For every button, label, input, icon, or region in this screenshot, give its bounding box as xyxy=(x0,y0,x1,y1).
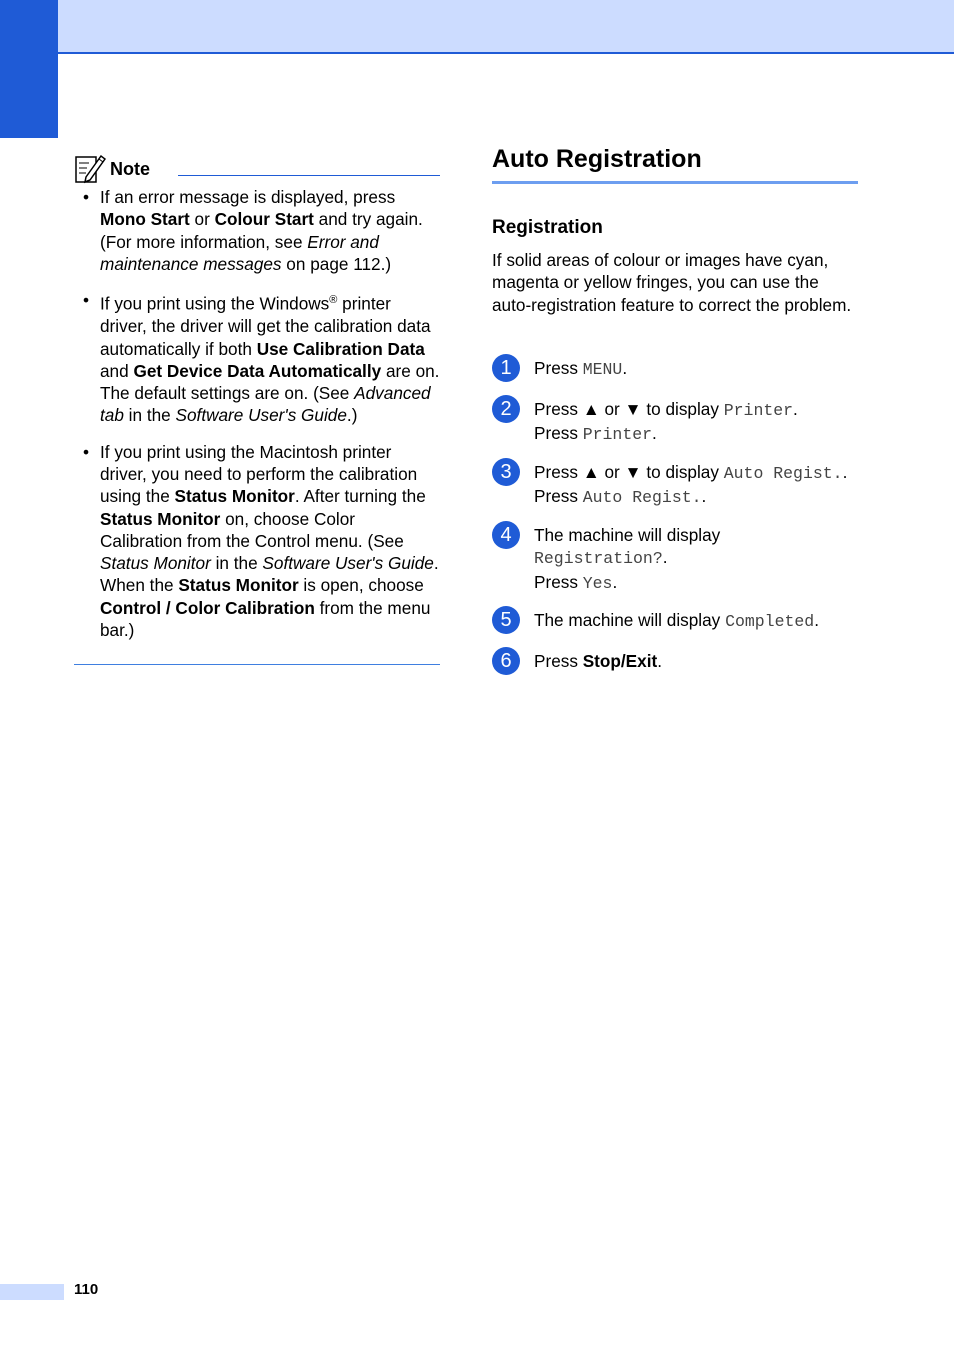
note-item-error: • If an error message is displayed, press Mono Start or Colour Start and try again. (For more information, see Error and maintenance messages on page 112.) xyxy=(74,186,440,275)
subsection-title: Registration xyxy=(492,217,603,238)
step-1: 1 Press MENU. xyxy=(492,357,872,381)
step-4: 4 The machine will display Registration?. Press Yes. xyxy=(492,524,872,595)
step-number-3: 3 xyxy=(492,458,520,486)
step-number-2: 2 xyxy=(492,395,520,423)
note-bottom-rule xyxy=(74,664,440,665)
step-number-6: 6 xyxy=(492,647,520,675)
footer-bar xyxy=(0,1284,64,1300)
step-6: 6 Press Stop/Exit. xyxy=(492,650,872,672)
step-2: 2 Press ▲ or ▼ to display Printer. Press Printer. xyxy=(492,398,872,447)
note-header xyxy=(74,150,440,186)
note-pencil-icon xyxy=(74,152,106,184)
step-number-5: 5 xyxy=(492,606,520,634)
intro-paragraph: If solid areas of colour or images have cyan, magenta or yellow fringes, you can use the auto-registration feature to correct the problem. xyxy=(492,250,852,315)
note-list xyxy=(74,186,440,641)
section-underline xyxy=(492,181,858,184)
chapter-tab xyxy=(0,0,58,138)
note-title: Note xyxy=(110,159,150,179)
note-item-macintosh: • If you print using the Macintosh printer driver, you need to perform the calibration using the Status Monitor. After turning the Status Monitor on, choose Color Calibration from the Control menu. (See Status Monitor in the Software User's Guide. When the Status Monitor is open, choose Control / Color Calibration from the menu bar.) xyxy=(74,441,440,642)
note-item-windows: • If you print using the Windows® printer driver, the driver will get the calibration data automatically if both Use Calibration Data and Get Device Data Automatically are on. The default settings are on. (See Advanced tab in the Software User's Guide.) xyxy=(74,289,440,427)
section-title: Auto Registration xyxy=(492,145,702,173)
note-divider xyxy=(178,175,440,176)
step-number-4: 4 xyxy=(492,521,520,549)
step-3: 3 Press ▲ or ▼ to display Auto Regist.. Press Auto Regist.. xyxy=(492,461,872,510)
page-number: 110 xyxy=(74,1281,99,1298)
step-number-1: 1 xyxy=(492,354,520,382)
step-5: 5 The machine will display Completed. xyxy=(492,609,872,633)
header-band xyxy=(0,0,954,54)
note-box xyxy=(74,150,440,655)
